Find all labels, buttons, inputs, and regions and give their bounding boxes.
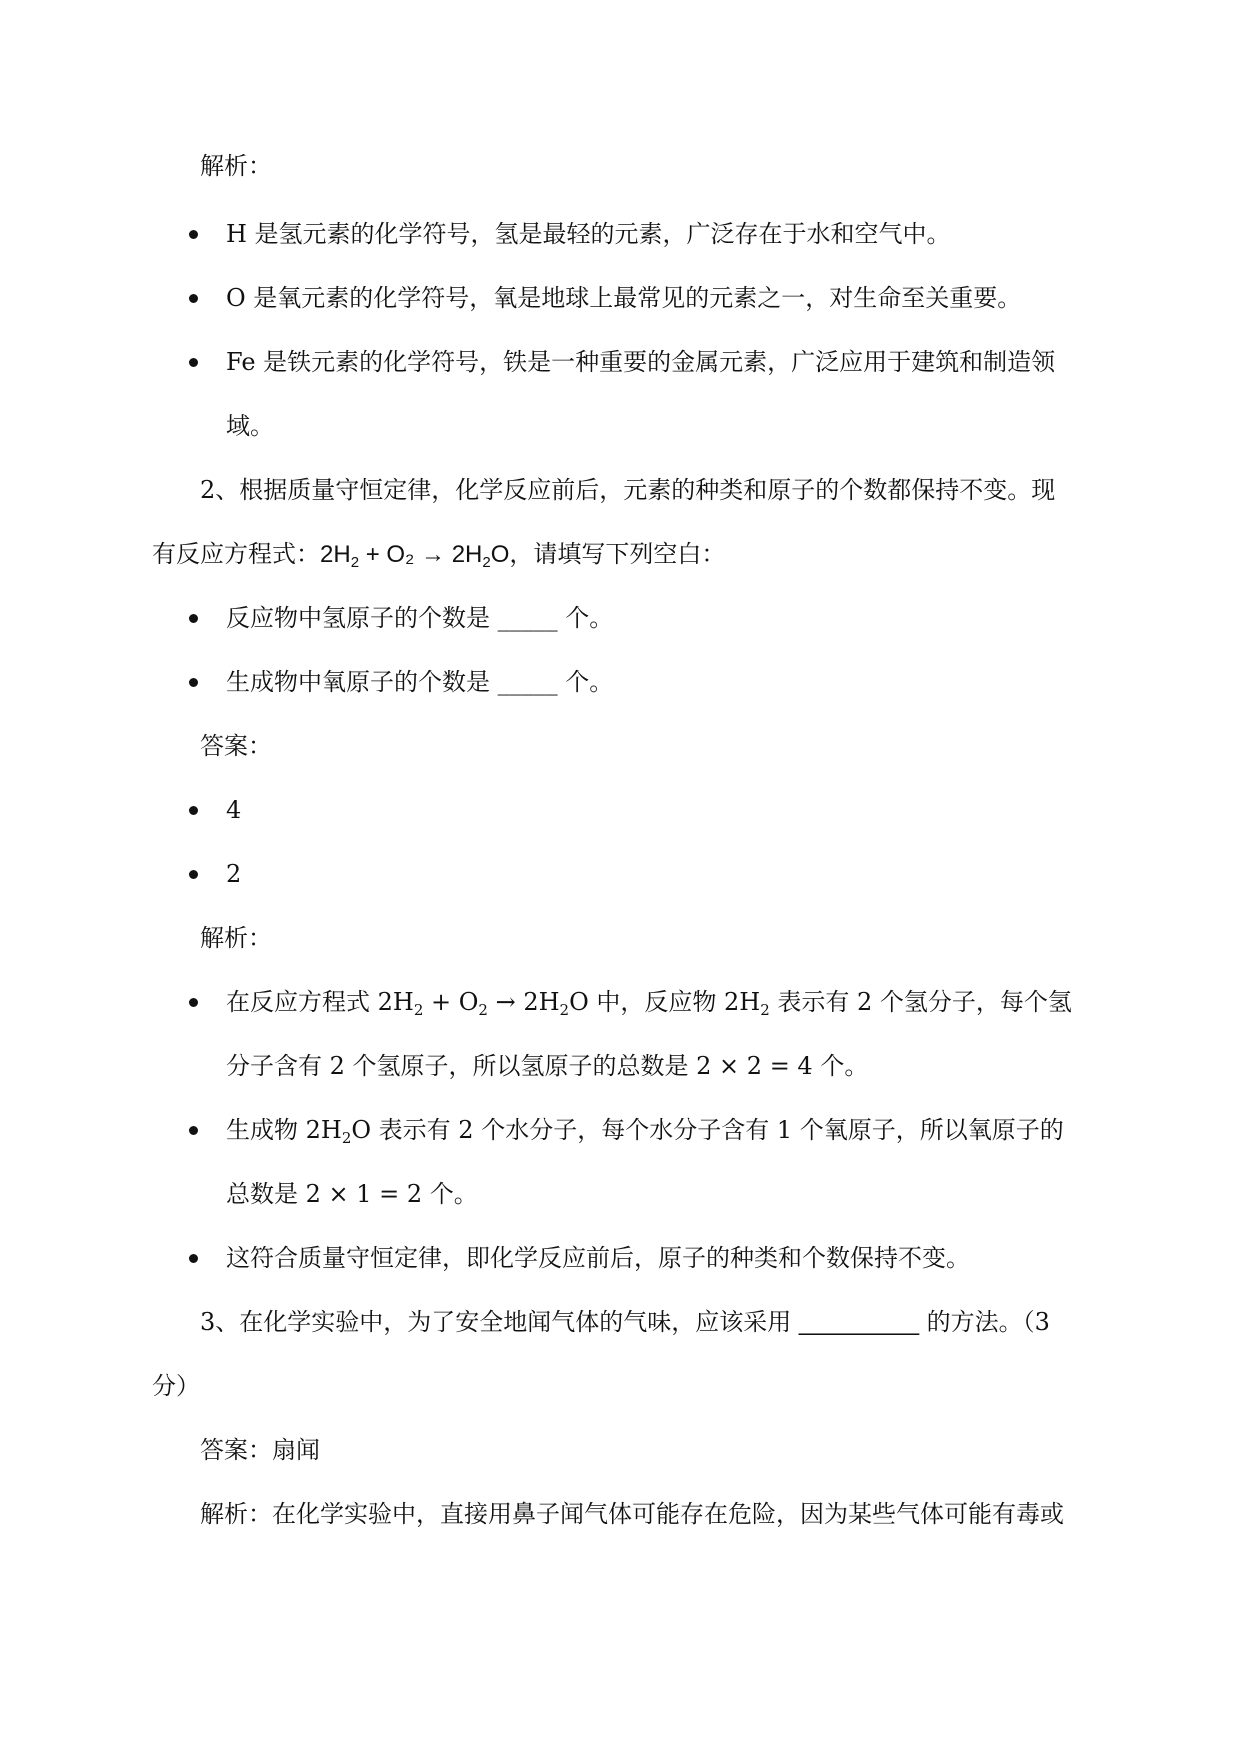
question-2-suffix: ，请填写下列空白： [509,540,726,568]
analysis-bullet-fe-cont: 域。 [226,412,274,440]
analysis-label-2: 解析： [200,924,272,952]
answer-item-2: 2 [226,860,242,888]
fill-item-oxygen: 生成物中氧原子的个数是 _____ 个。 [226,668,614,696]
question-2-line1: 2、根据质量守恒定律，化学反应前后，元素的种类和原子的个数都保持不变。现 [200,476,1056,504]
reaction-equation: $2H_2 + O_2 \to 2H_2O$ [320,541,510,571]
question-3-line2: 分） [152,1372,200,1400]
question-3-line1: 3、在化学实验中，为了安全地闻气体的气味，应该采用 _________ 的方法。（3 [200,1308,1050,1336]
analysis-label: 解析： [200,152,272,180]
analysis-item-1-cont: 分子含有 2 个氢原子，所以氢原子的总数是 2 × 2 = 4 个。 [226,1052,869,1080]
analysis-item-1: 在反应方程式 $2H_2 + O_2 \to 2H_2O$ 中，反应物 $2H_2$ 表示有 2 个氢分子，每个氢 [226,988,1072,1019]
analysis-bullet-o: O 是氧元素的化学符号，氧是地球上最常见的元素之一，对生命至关重要。 [226,284,1022,312]
bullet-icon [189,870,198,879]
question-2-prefix: 有反应方程式： [152,540,320,568]
analysis-bullet-h: H 是氢元素的化学符号，氢是最轻的元素，广泛存在于水和空气中。 [226,220,951,248]
fill-item-hydrogen: 反应物中氢原子的个数是 _____ 个。 [226,604,614,632]
answer-item-1: 4 [226,796,242,824]
bullet-icon [189,806,198,815]
bullet-icon [189,358,198,367]
question-3-answer: 答案：扇闻 [200,1436,320,1464]
bullet-icon [189,1254,198,1263]
analysis-item-2-cont: 总数是 2 × 1 = 2 个。 [226,1180,478,1208]
bullet-icon [189,614,198,623]
question-3-analysis: 解析：在化学实验中，直接用鼻子闻气体可能存在危险，因为某些气体可能有毒或 [200,1500,1064,1528]
bullet-icon [189,678,198,687]
analysis-bullet-fe: Fe 是铁元素的化学符号，铁是一种重要的金属元素，广泛应用于建筑和制造领 [226,348,1056,376]
answer-label: 答案： [200,732,272,760]
question-2-line2 [152,538,725,571]
bullet-icon [189,230,198,239]
answer-blank: _________ [798,1309,920,1336]
bullet-icon [189,998,198,1007]
analysis-item-2: 生成物 $2H_2O$ 表示有 2 个水分子，每个水分子含有 1 个氧原子，所以氧原子的 [226,1116,1064,1147]
bullet-icon [189,1126,198,1135]
bullet-icon [189,294,198,303]
analysis-item-3: 这符合质量守恒定律，即化学反应前后，原子的种类和个数保持不变。 [226,1244,970,1272]
